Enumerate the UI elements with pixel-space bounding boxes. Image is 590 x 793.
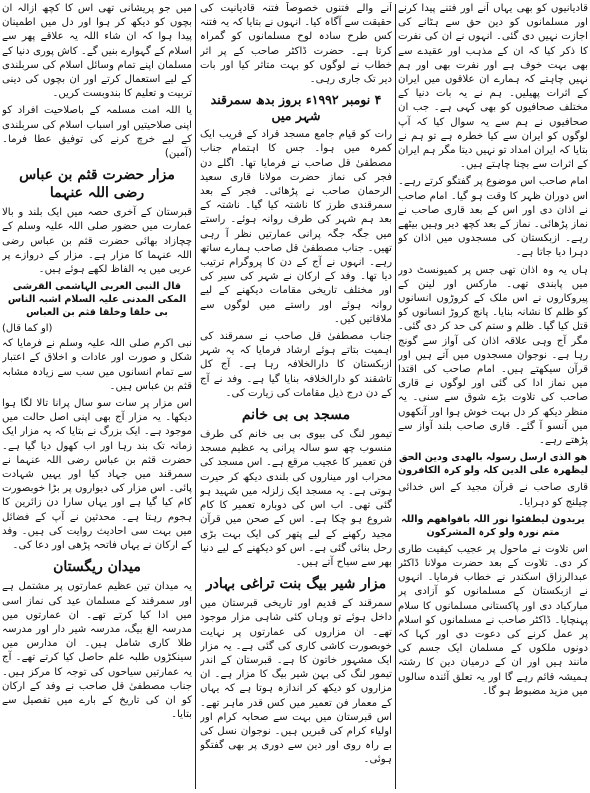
paragraph: قادیانیوں کو بھی یہاں آنے اور فتنے پیدا کرنے اور مسلمانوں کو دین حق سے ہٹانے کی اجازت نہیں دی گئی۔ انہوں نے ان کی نفرت کا ذکر کیا کہ ان کے مذہب اور عقیدے سے بھی بہت خوف ہے اور نفرت بھی اور ہم نہیں چاہتے کہ ہمارے ان علاقوں میں ایران کے اثرات پھیلیں۔ ہم نے یہ بات دنیا کے مختلف صحافیوں کو بھی کہی ہے۔ جب ان صحافیوں نے ہم سے یہ سوال کیا کہ آپ لوگوں کو ایران سے کیا خطرہ ہے تو ہم نے بتایا کہ ایران امداد تو نہیں دیتا مگر ہم ایران کے اثرات سے بچنا چاہتے ہیں۔ bbox=[398, 3, 588, 171]
paragraph: تیمور لنگ کی بیوی بی بی خانم کی طرف منسوب چھ سو سالہ پرانی یہ عظیم مسجد فن تعمیر کا عجیب مرقع ہے۔ اس مسجد کی محراب اور میناروں کی بلندی دیکھ کر حیرت ہوتی ہے۔ یہ مسجد ایک زلزلہ میں شہید ہو گئی تھی۔ اب اس کی دوبارہ تعمیر کا کام شروع ہو چکا ہے۔ اس کے صحن میں قرآن مجید رکھنے کے لیے پتھر کی ایک بہت بڑی رحل بنائی گئی ہے۔ اس کو دیکھنے کے لیے دنیا بھر سے سیاح آتے ہیں۔ bbox=[200, 429, 392, 568]
column-middle bbox=[200, 2, 392, 791]
paragraph: یا اللہ امت مسلمہ کے باصلاحیت افراد کو اپنی صلاحیتیں اور اسباب اسلام کی سربلندی کے لیے خرچ کرنے کی توفیق عطا فرما۔ (آمین) bbox=[2, 105, 192, 160]
section-heading: مزار حضرت قثم بن عباس رضی اللہ عنہما bbox=[19, 167, 175, 202]
paragraph: یہ میدان تین عظیم عمارتوں پر مشتمل ہے اور سمرقند کے مسلمان عید کی نماز اسی میں ادا کیا کرتے تھے۔ ان عمارتوں میں مدرسہ الغ بیگ، مدرسہ شیر دار اور مدرسہ طلا کاری شامل ہیں۔ ان مدارس میں سینکڑوں طلبہ علم حاصل کیا کرتے تھے۔ آج یہ عمارتیں سیاحوں کی توجہ کا مرکز ہیں۔ جناب مصطفیٰ قل صاحب نے وفد کے ارکان کو ان کی تاریخ کے بارے میں تفصیل سے بتایا۔ bbox=[2, 581, 192, 721]
section-heading: ۴ نومبر ۱۹۹۲ء بروز بدھ سمرقند شہر میں bbox=[210, 92, 382, 124]
paragraph: آنے والے فتنوں خصوصاً فتنہ قادیانیت کی حقیقت سے آگاہ کیا۔ انہوں نے بتایا کہ یہ فتنہ کس طرح سادہ لوح مسلمانوں کو گمراہ کرتا ہے۔ حضرت ڈاکٹر صاحب کے پر اثر خطاب نے لوگوں کو بہت متاثر کیا اور بات دیر تک جاری رہی۔ bbox=[200, 3, 392, 86]
section-heading: مزار شیر بیگ بنت تراغی بہادر bbox=[205, 576, 387, 593]
column-right bbox=[398, 2, 588, 791]
paragraph: رات کو قیام جامع مسجد قراد کے قریب ایک کمرہ میں ہوا۔ جس کا اہتمام جناب مصطفیٰ قل صاحب نے فرمایا تھا۔ اگلے دن فجر کی نماز حضرت مولانا قاری سعید الرحمان صاحب نے پڑھائی۔ فجر کے بعد سمرقندی طرز کا ناشتہ کیا گیا۔ ناشتہ کے بعد ہم شہر کی طرف روانہ ہوئے۔ راستے میں جگہ جگہ پرانی عمارتیں نظر آ رہی تھیں۔ جناب مصطفیٰ قل صاحب ہمارے ساتھ رہے۔ انہوں نے آج کے دن کا پروگرام ترتیب دیا تھا۔ وفد کے ارکان نے شہر کی سیر کی اور مختلف تاریخی مقامات دیکھنے کے لیے روانہ ہوئے اور راستے میں لوگوں سے ملاقاتیں کیں۔ bbox=[200, 129, 392, 325]
column-divider bbox=[195, 4, 196, 789]
paragraph: سمرقند کے قدیم اور تاریخی قبرستان میں داخل ہوئے تو وہاں کئی شاہی مزار موجود تھے۔ ان مزاروں کی عمارتوں پر نہایت خوبصورت کاشی کاری کی گئی ہے۔ یہ مزار ایک مشہور خاتون کا ہے۔ قبرستان کے اندر تیمور لنگ کی بہن شیر بیگ کا مزار ہے۔ ان مزاروں کو دیکھ کر اندازہ ہوتا ہے کہ یہاں کے معمار فن تعمیر میں کس قدر ماہر تھے۔ اس قبرستان میں بہت سے صحابہ کرام اور اولیاء کرام کی قبریں ہیں۔ نوجوان نسل کی بے راہ روی اور دین سے دوری پر بھی گفتگو ہوئی۔ bbox=[200, 598, 392, 766]
paragraph: قاری صاحب نے قرآن مجید کے اس خدائی چیلنج کو دہرایا۔ bbox=[398, 482, 588, 508]
hadith-inscription: قال النبی العربی الہاشمی القرشی المکی المدنی علیہ السلام اشبہ الناس بی خلقا وخلقا قثم بن العباس bbox=[7, 281, 187, 319]
citation: (او کما قال) bbox=[2, 323, 53, 335]
paragraph: اس مزار پر سات سو سال پرانا تالا لگا ہوا دیکھا۔ یہ مزار آج بھی اپنی اصل حالت میں موجود ہے۔ ایک بزرگ نے بتایا کہ یہ مزار ایک زمانہ تک بند رہا اور اب کھول دیا گیا ہے۔ حضرت قثم بن عباس رضی اللہ عنہما نے سمرقند میں جہاد کیا اور یہیں شہادت پائی۔ اس مزار کی دیواروں پر بڑا خوبصورت کام کیا گیا ہے اور یہاں سارا دن زائرین کا ہجوم رہتا ہے۔ محدثین نے آپ کے فضائل میں بہت سی احادیث روایت کی ہیں۔ وفد کے ارکان نے یہاں فاتحہ پڑھی اور دعا کی۔ bbox=[2, 398, 192, 552]
column-divider bbox=[395, 4, 396, 789]
quran-verse: ھو الذی ارسل رسولہ بالھدی ودین الحق لیظھرہ علی الدین کلہ ولو کرہ الکافرون bbox=[398, 452, 588, 477]
paragraph: امام صاحب اس موضوع پر گفتگو کرتے رہے۔ اس دوران ظہر کا وقت ہو گیا۔ امام صاحب نے اذان دی اور اس کے بعد قاری صاحب نے نماز پڑھائی۔ نماز کے بعد کچھ دیر وہیں بیٹھے رہے۔ ازبکستان کی مسجدوں میں اذان کو دہرا دیا جاتا ہے۔ bbox=[398, 176, 588, 259]
paragraph: قبرستان کے آخری حصہ میں ایک بلند و بالا عمارت میں حضور صلی اللہ علیہ وسلم کے چچازاد بھائی حضرت قثم بن عباس رضی اللہ عنہما کا مزار ہے۔ مزار کے دروازے پر عربی میں یہ الفاظ لکھے ہوئے ہیں۔ bbox=[2, 207, 192, 276]
column-left bbox=[2, 2, 192, 791]
section-heading: میدان ریگستان bbox=[53, 559, 141, 576]
paragraph: ہاں یہ وہ اذان تھی جس پر کمیونسٹ دور میں پابندی تھی۔ مارکس اور لینن کے پیروکاروں نے اس ملک کے کروڑوں انسانوں کو ظلم کا نشانہ بنایا۔ پانچ کروڑ انسانوں کو قتل کیا گیا۔ ظلم و ستم کی حد کر دی گئی۔ مگر آج وہی علاقہ اذان کی آواز سے گونج رہا ہے۔ نوجوان مسجدوں میں آتے ہیں اور قرآن سیکھتے ہیں۔ امام صاحب کی اقتدا میں نماز ادا کی گئی اور لوگوں نے قاری صاحب کی تلاوت بڑے شوق سے سنی۔ یہ منظر دیکھ کر دل بہت خوش ہوا اور آنکھوں میں آنسو آ گئے۔ قاری صاحب بلند آواز سے پڑھتے رہے۔ bbox=[398, 264, 588, 447]
paragraph: میں جو پریشانی تھی اس کا کچھ ازالہ ان بچوں کو دیکھ کر ہوا اور دل میں اطمینان پیدا ہوا کہ ان شاء اللہ یہ علاقے پھر سے اسلام کے گہوارے بنیں گے۔ کاش پوری دنیا کے مسلمان اپنے تمام وسائل اسلام کی سربلندی کے لیے استعمال کرتے اور ان بچوں کی دینی تربیت و تعلیم کا بندوبست کریں۔ bbox=[2, 3, 192, 100]
section-heading: مسجد بی بی خانم bbox=[241, 407, 351, 424]
paragraph: اس تلاوت نے ماحول پر عجیب کیفیت طاری کر دی۔ تلاوت کے بعد حضرت مولانا ڈاکٹر عبدالرزاق اسکندر نے خطاب فرمایا۔ انہوں نے ازبکستان کے مسلمانوں کو آزادی پر مبارکباد دی اور پاکستانی مسلمانوں کا سلام پہنچایا۔ ڈاکٹر صاحب نے مسلمانوں کو اسلام پر عمل کرنے کی دعوت دی اور کہا کہ دونوں ملکوں کے مسلمان ایک جسم کی مانند ہیں اور ان کے درمیان دین کا رشتہ ہمیشہ قائم رہے گا اور یہ تعلق آئندہ سالوں میں مزید مضبوط ہو گا۔ bbox=[398, 543, 588, 697]
quran-verse: یریدون لیطفئوا نور اللہ بافواھھم واللہ متم نورہ ولو کرہ المشرکون bbox=[401, 513, 585, 538]
paragraph: نبی اکرم صلی اللہ علیہ وسلم نے فرمایا کہ شکل و صورت اور عادات و اخلاق کے اعتبار سے تمام انسانوں میں سب سے زیادہ مشابہ قثم بن عباس ہیں۔ bbox=[2, 338, 192, 392]
paragraph: جناب مصطفیٰ قل صاحب نے سمرقند کی اہمیت بتاتے ہوئے ارشاد فرمایا کہ یہ شہر ازبکستان کا دارالخلافہ رہا ہے۔ آج کل تاشقند کو دارالخلافہ بنایا گیا ہے۔ وفد نے آج کے دن درج ذیل مقامات کی زیارت کی۔ bbox=[200, 331, 392, 399]
